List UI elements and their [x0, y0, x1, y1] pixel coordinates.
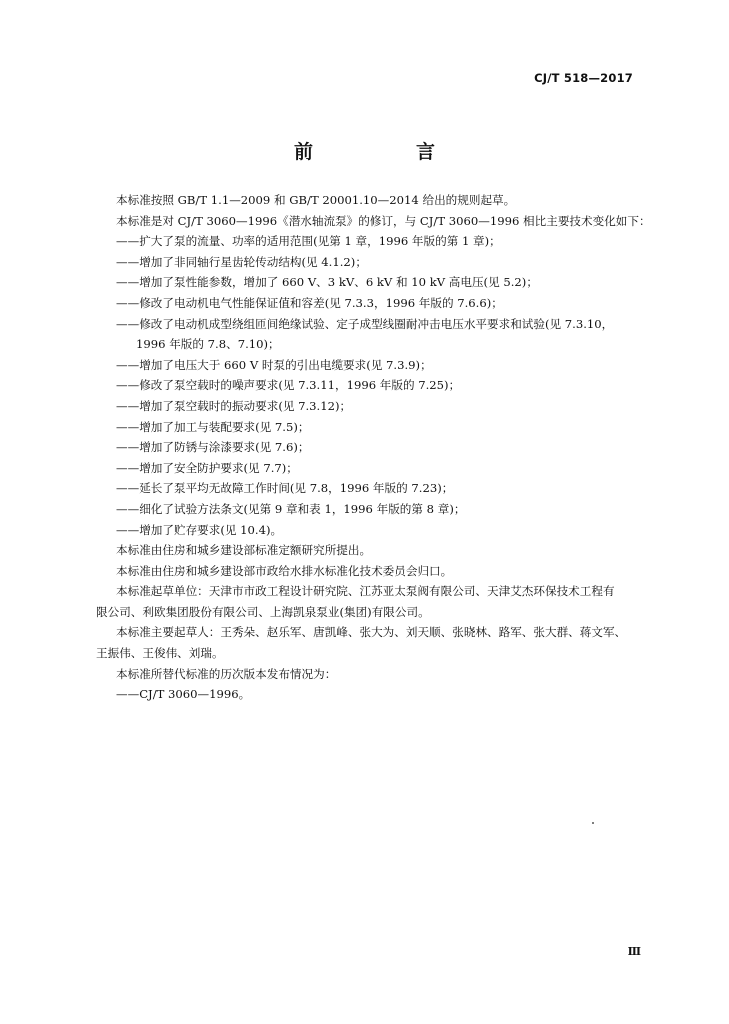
paragraph-proposer: 本标准由住房和城乡建设部标准定额研究所提出。 — [116, 543, 372, 558]
change-item-continuation: 1996 年版的 7.8、7.10)； — [136, 337, 280, 352]
history-item: ——CJ/T 3060—1996。 — [116, 687, 251, 702]
foreword-body — [96, 190, 666, 705]
page-number: Ⅲ — [627, 945, 641, 958]
paragraph-drafting-units: 本标准起草单位：天津市市政工程设计研究院、江苏亚太泵阀有限公司、天津艾杰环保技术工程有 — [116, 584, 615, 599]
paragraph-revision-intro: 本标准是对 CJ/T 3060—1996《潜水轴流泵》的修订，与 CJ/T 3060—1996 相比主要技术变化如下： — [116, 213, 651, 228]
change-item: ——增加了非同轴行星齿轮传动结构(见 4.1.2)； — [116, 254, 367, 269]
paragraph-drafters: 本标准主要起草人：王秀朵、赵乐军、唐凯峰、张大为、刘天顺、张晓林、路军、张大群、蒋文军、 — [116, 625, 627, 640]
change-item: ——修改了电动机成型绕组匝间绝缘试验、定子成型线圈耐冲击电压水平要求和试验(见 7.3.10， — [116, 316, 614, 331]
paragraph-drafters-cont: 王振伟、王俊伟、刘瑞。 — [96, 646, 224, 661]
paragraph-history: 本标准所替代标准的历次版本发布情况为： — [116, 666, 337, 681]
change-item: ——扩大了泵的流量、功率的适用范围(见第 1 章，1996 年版的第 1 章)； — [116, 234, 501, 249]
change-item: ——增加了防锈与涂漆要求(见 7.6)； — [116, 440, 310, 455]
change-item: ——修改了泵空载时的噪声要求(见 7.3.11，1996 年版的 7.25)； — [116, 378, 461, 393]
change-item: ——增加了泵空载时的振动要求(见 7.3.12)； — [116, 398, 352, 413]
scan-speck — [592, 822, 594, 824]
change-item: ——增加了贮存要求(见 10.4)。 — [116, 522, 283, 537]
paragraph-drafting-rules: 本标准按照 GB/T 1.1—2009 和 GB/T 20001.10—2014 给出的规则起草。 — [116, 193, 516, 207]
change-item: ——修改了电动机电气性能保证值和容差(见 7.3.3，1996 年版的 7.6.6)； — [116, 295, 503, 310]
change-item: ——增加了安全防护要求(见 7.7)； — [116, 460, 298, 475]
change-item: ——增加了电压大于 660 V 时泵的引出电缆要求(见 7.3.9)； — [116, 357, 432, 372]
paragraph-committee: 本标准由住房和城乡建设部市政给水排水标准化技术委员会归口。 — [116, 563, 453, 578]
change-item: ——增加了泵性能参数，增加了 660 V、3 kV、6 kV 和 10 kV 高电压(见 5.2)； — [116, 275, 538, 290]
change-item: ——延长了泵平均无故障工作时间(见 7.8，1996 年版的 7.23)； — [116, 481, 454, 496]
page-title: 前 言 — [293, 141, 477, 163]
paragraph-drafting-units-cont: 限公司、利欧集团股份有限公司、上海凯泉泵业(集团)有限公司。 — [96, 604, 430, 619]
standard-code: CJ/T 518—2017 — [534, 71, 633, 85]
change-item: ——细化了试验方法条文(见第 9 章和表 1，1996 年版的第 8 章)； — [116, 501, 466, 516]
change-item: ——增加了加工与装配要求(见 7.5)； — [116, 419, 310, 434]
